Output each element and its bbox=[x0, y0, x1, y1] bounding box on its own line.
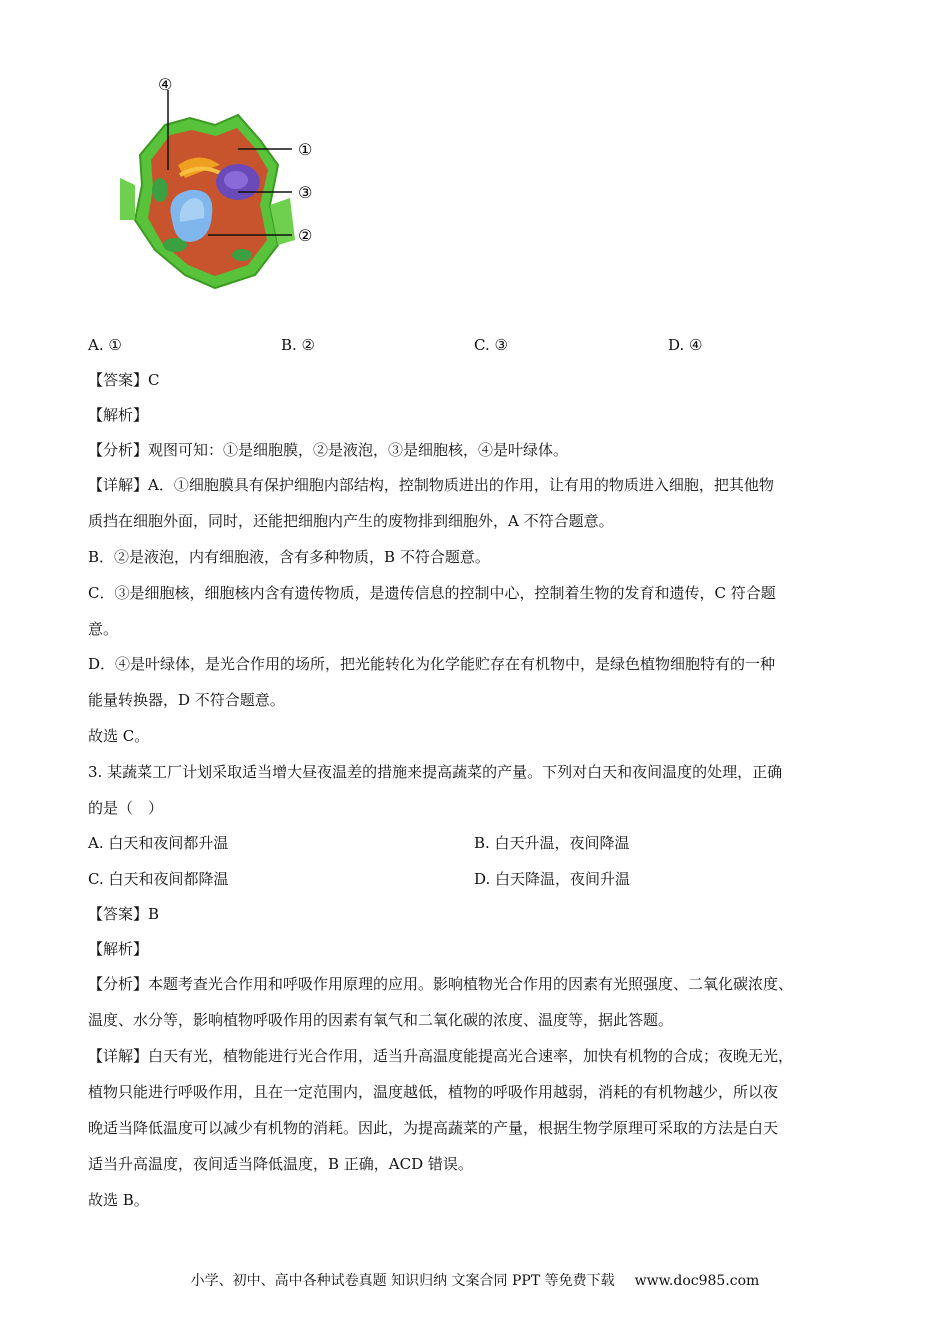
q3-option-b: B. 白天升温，夜间降温 bbox=[474, 834, 630, 852]
q3-detail-line: 晚适当降低温度可以减少有机物的消耗。因此，为提高蔬菜的产量，根据生物学原理可采取的方法是白天 bbox=[88, 1119, 779, 1137]
q2-detail-line: B．②是液泡，内有细胞液，含有多种物质，B 不符合题意。 bbox=[88, 548, 490, 566]
page-footer bbox=[0, 1270, 950, 1290]
q3-answer: 【答案】B bbox=[88, 905, 160, 923]
q3-fenxi-line: 温度、水分等，影响植物呼吸作用的因素有氧气和二氧化碳的浓度、温度等，据此答题。 bbox=[88, 1011, 674, 1029]
q3-conclusion: 故选 B。 bbox=[88, 1191, 149, 1209]
q2-detail-line: C．③是细胞核，细胞核内含有遗传物质，是遗传信息的控制中心，控制着生物的发育和遗传，C 符合题 bbox=[88, 584, 776, 602]
q2-option-c: C. ③ bbox=[474, 336, 508, 354]
q2-fenxi: 【分析】观图可知：①是细胞膜，②是液泡，③是细胞核，④是叶绿体。 bbox=[88, 441, 569, 459]
q3-option-a: A. 白天和夜间都升温 bbox=[88, 834, 229, 852]
footer-url[interactable]: www.doc985.com bbox=[634, 1273, 760, 1289]
footer-text: 小学、初中、高中各种试卷真题 知识归纳 文案合同 PPT 等免费下载 bbox=[190, 1273, 615, 1289]
q3-option-d: D. 白天降温，夜间升温 bbox=[474, 870, 631, 888]
plant-cell-figure bbox=[120, 70, 340, 300]
q3-stem-line: 的是（ ） bbox=[88, 799, 164, 817]
figure-label-4: ④ bbox=[158, 75, 173, 94]
q2-detail-line: 【详解】A．①细胞膜具有保护细胞内部结构，控制物质进出的作用，让有用的物质进入细胞，把其他物 bbox=[88, 476, 774, 494]
q2-conclusion: 故选 C。 bbox=[88, 727, 150, 745]
q2-detail-line: D．④是叶绿体，是光合作用的场所，把光能转化为化学能贮存在有机物中，是绿色植物细胞特有的一种 bbox=[88, 655, 776, 673]
q2-answer: 【答案】C bbox=[88, 371, 160, 389]
q3-detail-line: 适当升高温度，夜间适当降低温度，B 正确，ACD 错误。 bbox=[88, 1155, 473, 1173]
q3-option-c: C. 白天和夜间都降温 bbox=[88, 870, 229, 888]
q2-option-a: A. ① bbox=[88, 336, 122, 354]
q2-detail-line: 意。 bbox=[88, 620, 119, 638]
q3-stem-line: 3. 某蔬菜工厂计划采取适当增大昼夜温差的措施来提高蔬菜的产量。下列对白天和夜间温度的处理，正确 bbox=[88, 763, 783, 781]
q3-analysis-heading: 【解析】 bbox=[88, 940, 149, 958]
q2-option-b: B. ② bbox=[281, 336, 316, 354]
figure-label-1: ① bbox=[298, 140, 313, 159]
q2-detail-line: 能量转换器，D 不符合题意。 bbox=[88, 691, 285, 709]
q3-fenxi-line: 【分析】本题考查光合作用和呼吸作用原理的应用。影响植物光合作用的因素有光照强度、二氧化碳浓度、 bbox=[88, 975, 794, 993]
q2-analysis-heading: 【解析】 bbox=[88, 406, 149, 424]
q2-detail-line: 质挡在细胞外面，同时，还能把细胞内产生的废物排到细胞外，A 不符合题意。 bbox=[88, 512, 614, 530]
q3-detail-line: 植物只能进行呼吸作用，且在一定范围内，温度越低，植物的呼吸作用越弱，消耗的有机物越少，所以夜 bbox=[88, 1083, 779, 1101]
q3-detail-line: 【详解】白天有光，植物能进行光合作用，适当升高温度能提高光合速率，加快有机物的合成；夜晚无光， bbox=[88, 1047, 794, 1065]
q2-option-d: D. ④ bbox=[668, 336, 703, 354]
figure-label-2: ② bbox=[298, 226, 313, 245]
figure-label-3: ③ bbox=[298, 183, 313, 202]
plant-cell-diagram bbox=[120, 70, 340, 300]
